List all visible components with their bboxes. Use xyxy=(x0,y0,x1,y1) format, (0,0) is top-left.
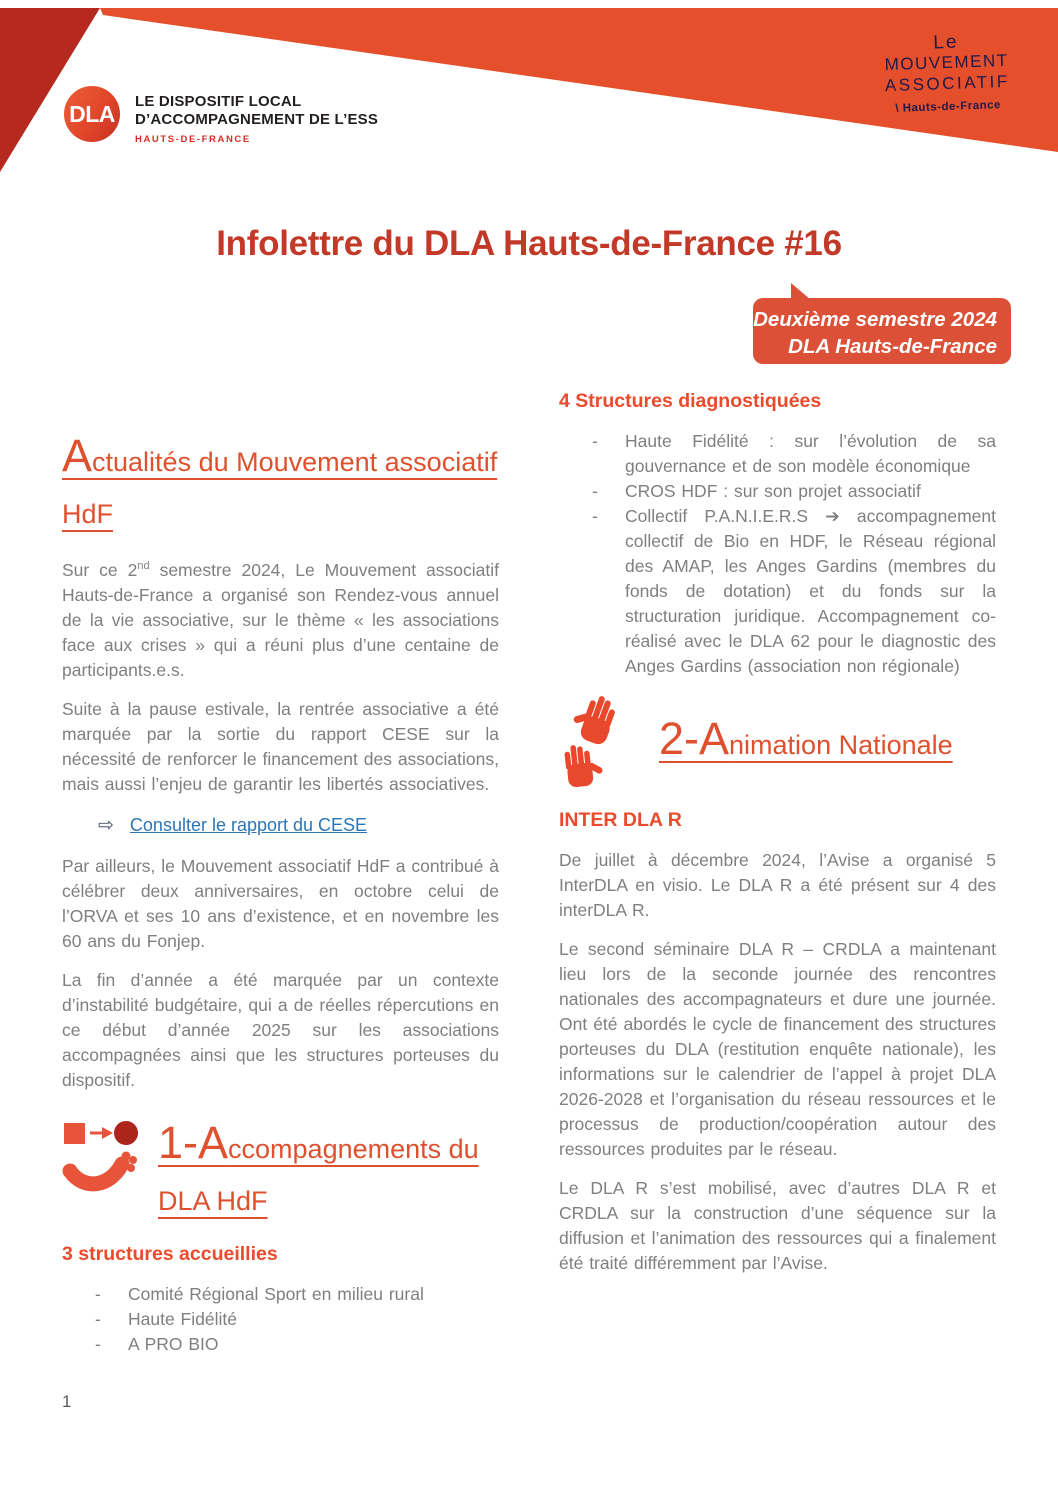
section-2-title xyxy=(659,713,953,771)
edition-badge-line1: Deuxième semestre 2024 xyxy=(753,308,997,331)
bullet-dash: - xyxy=(95,1284,101,1304)
section-2-header xyxy=(559,691,996,793)
mouvement-logo-line1: Le xyxy=(932,31,959,54)
section-1-header xyxy=(62,1117,499,1227)
heading-line2: HdF xyxy=(62,499,114,529)
ordinal-superscript: nd xyxy=(137,560,150,573)
link-row xyxy=(98,814,499,837)
mouvement-logo-line3: ASSOCIATIF xyxy=(884,71,1011,96)
paragraph-text: semestre 2024, Le Mouvement associatif Hauts-de-France a organisé son Rendez-vous annuel de la vie associative, sur le thème « les associations face aux crises » qui a réuni plus d’une centaine de participants.e.s. xyxy=(62,560,499,680)
dla-logo-line1: LE DISPOSITIF LOCAL xyxy=(135,93,302,110)
dla-logo-text xyxy=(135,86,378,145)
list-item xyxy=(62,1282,499,1307)
paragraph xyxy=(62,558,499,683)
mouvement-logo-line2: MOUVEMENT xyxy=(884,50,1009,75)
bullet-dash: - xyxy=(592,481,598,501)
list-item xyxy=(559,479,996,504)
bullet-dash: - xyxy=(592,431,598,451)
dla-logo-line2: D’ACCOMPAGNEMENT DE L’ESS xyxy=(135,111,379,128)
hands-icon xyxy=(559,691,645,793)
page-title: Infolettre du DLA Hauts-de-France #16 xyxy=(216,224,842,263)
list-item xyxy=(62,1307,499,1332)
list-item-text: Haute Fidélité : sur l’évolution de sa gouvernance et de son modèle économique xyxy=(625,431,996,476)
list-item-text: A PRO BIO xyxy=(128,1334,219,1354)
paragraph: Le DLA R s’est mobilisé, avec d’autres DLA R et CRDLA sur la construction d’une séquence sur la diffusion et l’animation des ressources qui a finalement été traité différemment par l’Avise. xyxy=(559,1178,996,1273)
bullet-list xyxy=(559,429,996,679)
bullet-list xyxy=(62,1282,499,1357)
paragraph: De juillet à décembre 2024, l’Avise a organisé 5 InterDLA en visio. Le DLA R a été présent sur 4 des interDLA R. xyxy=(559,850,996,920)
arrow-right-icon: ⇨ xyxy=(98,815,114,836)
dla-logo-circle-icon: DLA xyxy=(64,86,120,142)
dla-logo xyxy=(64,86,378,145)
paragraph: La fin d’année a été marquée par un contexte d’instabilité budgétaire, qui a de réelles répercutions en ce début d’année 2025 sur les associations accompagnées ainsi que les structures porteuses du dispositif. xyxy=(62,970,499,1090)
dla-logo-line3: HAUTS-DE-FRANCE xyxy=(135,134,251,145)
list-item xyxy=(559,429,996,479)
left-column xyxy=(62,430,499,1357)
section-number: 2-A xyxy=(659,713,730,764)
list-item-text: Haute Fidélité xyxy=(128,1309,237,1329)
list-item-text: CROS HDF : sur son projet associatif xyxy=(625,481,921,501)
page-number: 1 xyxy=(62,1392,72,1411)
list-item xyxy=(62,1332,499,1357)
section-title-rest: nimation Nationale xyxy=(729,730,953,760)
section-title-line2: DLA HdF xyxy=(158,1186,268,1216)
mouvement-logo-region: \ Hauts-de-France xyxy=(895,99,1002,115)
list-item xyxy=(559,504,996,679)
cese-report-link[interactable]: Consulter le rapport du CESE xyxy=(129,815,368,835)
right-column xyxy=(559,390,996,1290)
heading-dropcap: A xyxy=(62,430,93,481)
edition-badge xyxy=(753,298,1011,364)
bullet-dash: - xyxy=(592,506,598,526)
heading-rest: ctualités du Mouvement associatif xyxy=(92,447,498,477)
subheading-inter-dla-r: INTER DLA R xyxy=(559,809,682,831)
list-item-text: Comité Régional Sport en milieu rural xyxy=(128,1284,424,1304)
paragraph-text: Sur ce 2 xyxy=(62,560,138,580)
edition-badge-line2: DLA Hauts-de-France xyxy=(788,335,997,358)
accompagnement-icon xyxy=(62,1117,144,1197)
paragraph: Le second séminaire DLA R – CRDLA a maintenant lieu lors de la seconde journée des rencontres nationales des accompagnateurs et dure une journée. Ont été abordés le cycle de financement des structures porteuses du DLA (restitution enquête nationale), les informations sur le calendrier de l’appel à projet DLA 2026-2028 et l’organisation du réseau ressources et le processus de production/coopération autour des ressources produites par le réseau. xyxy=(559,939,996,1159)
mouvement-associatif-logo xyxy=(871,31,1024,115)
bullet-dash: - xyxy=(95,1309,101,1329)
subheading-structures-accueillies: 3 structures accueillies xyxy=(62,1243,278,1265)
section-number: 1-A xyxy=(158,1117,229,1168)
bullet-dash: - xyxy=(95,1334,101,1354)
section-title-rest: ccompagnements du xyxy=(228,1134,479,1164)
list-item-text: Collectif P.A.N.I.E.R.S ➔ accompagnement collectif de Bio en HDF, le Réseau régional des AMAP, les Anges Gardins (membres du fonds de dotation) et du fonds sur la structuration juridique. Accompagnement co-réalisé avec le DLA 62 pour le diagnostic des Anges Gardins (association non régionale) xyxy=(625,506,996,676)
section-1-title xyxy=(158,1117,479,1227)
section-heading-actualites xyxy=(62,430,499,540)
paragraph: Suite à la pause estivale, la rentrée associative a été marquée par la sortie du rapport CESE sur la nécessité de renforcer le financement des associations, mais aussi l’enjeu de garantir les libertés associatives. xyxy=(62,699,499,794)
subheading-structures-diagnostiquees: 4 Structures diagnostiquées xyxy=(559,390,822,412)
paragraph: Par ailleurs, le Mouvement associatif HdF a contribué à célébrer deux anniversaires, en octobre celui de l’ORVA et ses 10 ans d’existence, et en novembre les 60 ans du Fonjep. xyxy=(62,856,499,951)
